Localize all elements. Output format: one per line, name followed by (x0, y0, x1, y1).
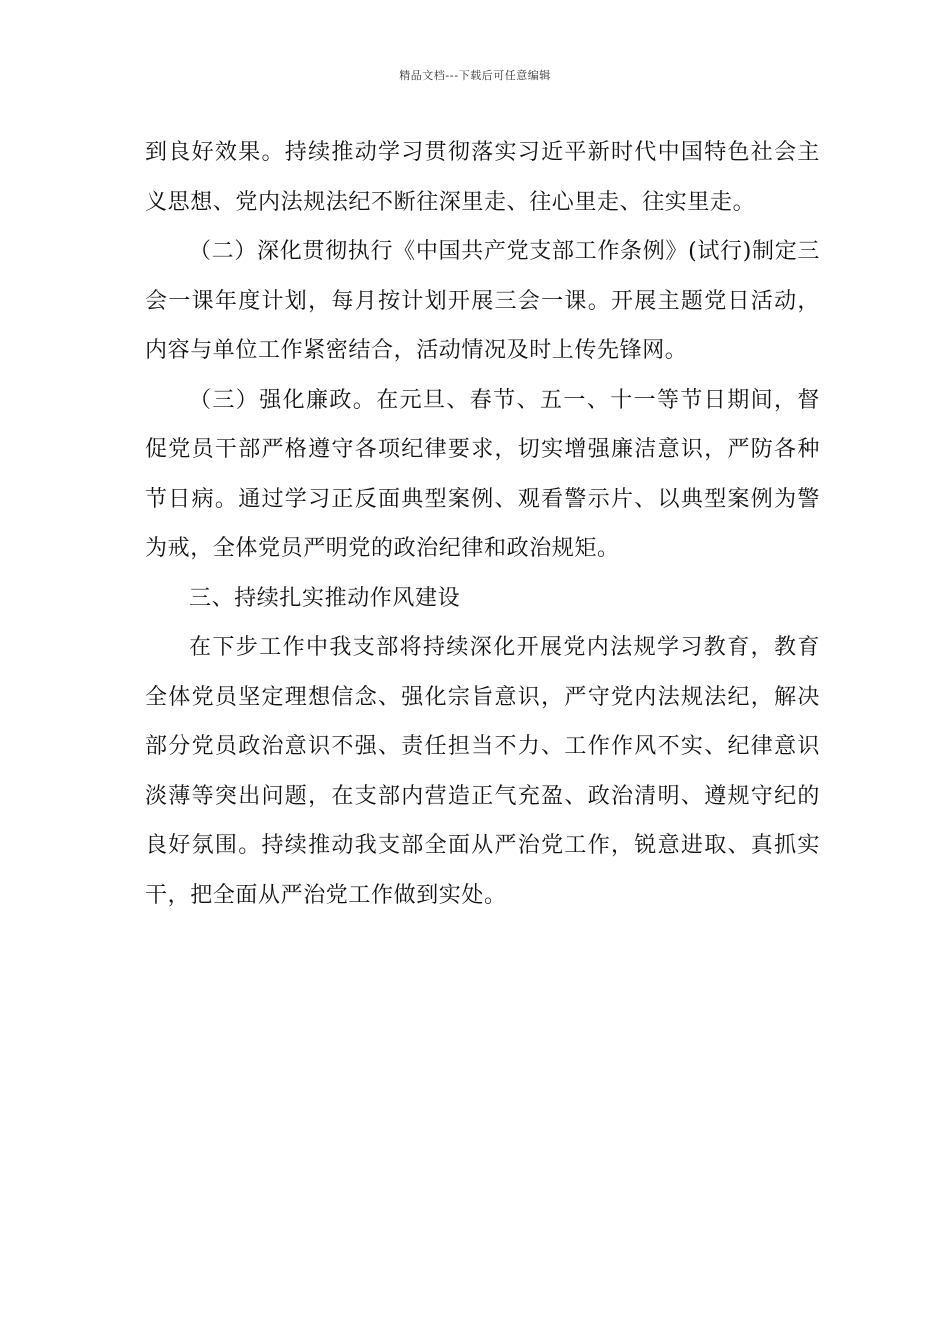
paragraph-next-steps: 在下步工作中我支部将持续深化开展党内法规学习教育，教育全体党员坚定理想信念、强化宗旨意识，严守党内法规法纪，解决部分党员政治意识不强、责任担当不力、工作作风不实、纪律意识淡薄等突出问题，在支部内营造正气充盈、政治清明、遵规守纪的良好氛围。持续推动我支部全面从严治党工作，锐意进取、真抓实干，把全面从严治党工作做到实处。 (145, 635, 820, 908)
page-header: 精品文档---下载后可任意编辑 (399, 69, 551, 82)
paragraph-continuation: 到良好效果。持续推动学习贯彻落实习近平新时代中国特色社会主义思想、党内法规法纪不断往深里走、往心里走、往实里走。 (145, 140, 820, 215)
document-body (145, 128, 820, 920)
section-heading-style-building: 三、持续扎实推动作风建设 (189, 585, 461, 611)
paragraph-section-two: （二）深化贯彻执行《中国共产党支部工作条例》(试行)制定三会一课年度计划，每月按计划开展三会一课。开展主题党日活动，内容与单位工作紧密结合，活动情况及时上传先锋网。 (145, 239, 820, 363)
paragraph-section-three: （三）强化廉政。在元旦、春节、五一、十一等节日期间，督促党员干部严格遵守各项纪律要求，切实增强廉洁意识，严防各种节日病。通过学习正反面典型案例、观看警示片、以典型案例为警为戒，全体党员严明党的政治纪律和政治规矩。 (145, 387, 820, 561)
